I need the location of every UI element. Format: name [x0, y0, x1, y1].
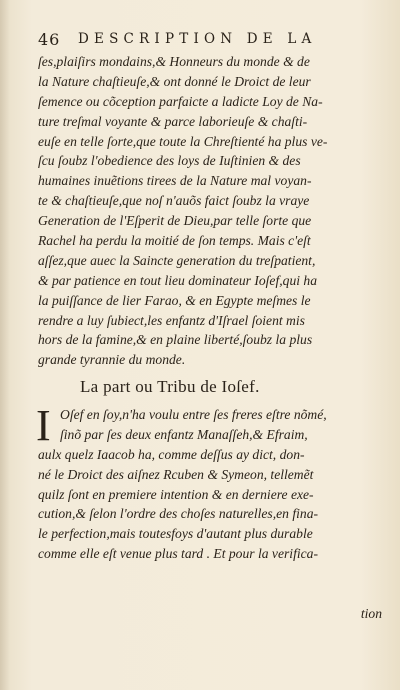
text-line: rendre a luy ſubiect,les enfantz d'Iſrael ſoient mis	[38, 312, 305, 328]
text-line: ture treſmal voyante & parce laborieuſe & chaſti-	[38, 113, 308, 129]
text-line: aulx quelz Iaacob ha, comme deſſus ay dict, don-	[38, 446, 305, 462]
text-line: la Nature chaſtieuſe,& ont donné le Droict de leur	[38, 73, 311, 89]
text-line: grande tyrannie du monde.	[38, 352, 186, 368]
text-line: hors de la famine,& en plaine liberté,ſoubz la plus	[38, 332, 313, 348]
text-line: quilz ſont en premiere intention & en derniere exe-	[38, 486, 314, 502]
drop-cap: I	[36, 401, 51, 450]
text-line: Generation de l'Eſperit de Dieu,par telle ſorte que	[38, 213, 312, 229]
text-line: né le Droict des aiſnez Rcuben & Symeon, tellemẽt	[38, 466, 314, 482]
page-header	[38, 30, 382, 52]
gutter-shadow	[0, 0, 10, 690]
text-line: Oſef en ſoy,n'ha voulu entre ſes freres eſtre nõmé,	[60, 407, 327, 422]
text-line: aſſez,que auec la Saincte generation du treſpatient,	[38, 252, 316, 268]
text-line: la puiſſance de lier Farao, & en Egypte meſmes le	[38, 292, 311, 308]
text-line: euſe en telle ſorte,que toute la Chreſtienté ha plus ve-	[38, 133, 328, 149]
running-head: DESCRIPTION DE LA	[78, 31, 317, 47]
paragraph-2	[36, 401, 390, 564]
text-line: ſinõ par ſes deux enfantz Manaſſeh,& Efraim,	[60, 426, 308, 442]
text-line: & par patience en tout lieu dominateur Ioſef,qui ha	[38, 272, 318, 288]
text-line: comme elle eſt venue plus tard . Et pour la verifica-	[38, 546, 318, 562]
text-line: te & chaſtieuſe,que noſ n'auõs faict ſoubz la vraye	[38, 193, 310, 209]
text-line: ſemence ou cõception parfaicte a ladicte Loy de Na-	[38, 93, 323, 109]
text-line: Rachel ha perdu la moitié de ſon temps. Mais c'eſt	[38, 233, 311, 249]
section-heading: La part ou Tribu de Ioſef.	[80, 377, 260, 396]
text-line: cution,& ſelon l'ordre des choſes naturelles,en fina-	[38, 506, 319, 522]
page-number: 46	[38, 30, 61, 49]
text-line: le perfection,mais toutesfoys d'autant plus durable	[38, 526, 313, 542]
text-line: ſcu ſoubz l'obedience des loys de Iuſtinien & des	[38, 153, 301, 169]
text-line: humaines inuẽtions tirees de la Nature mal voyan-	[38, 173, 312, 189]
catchword: tion	[360, 606, 382, 621]
text-line: ſes,plaiſirs mondains,& Honneurs du monde & de	[38, 54, 310, 69]
paragraph-1	[38, 52, 390, 370]
